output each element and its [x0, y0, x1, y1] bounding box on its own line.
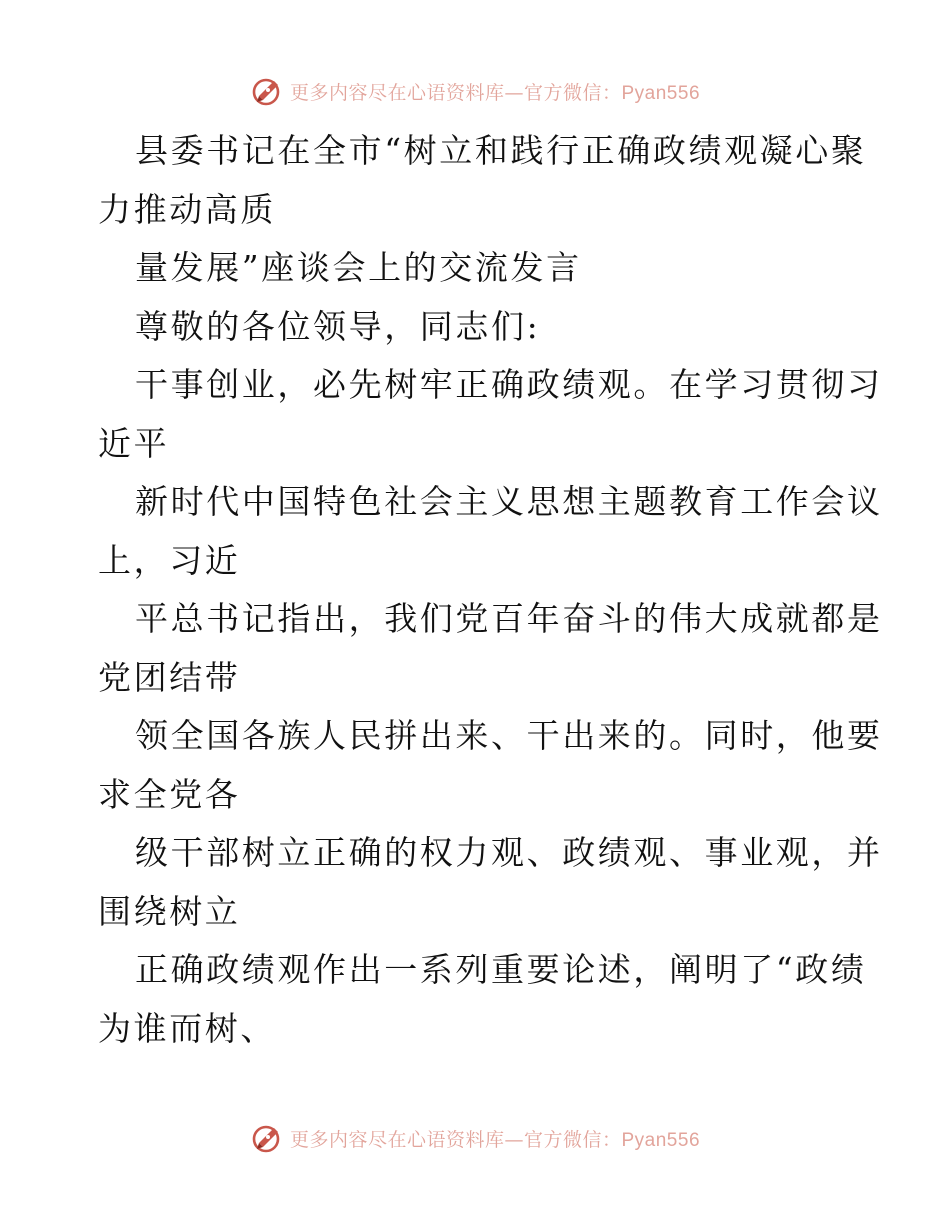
- watermark-wechat-id: Pyan556: [621, 1129, 701, 1151]
- watermark-label: 更多内容尽在心语资料库—官方微信：: [289, 1128, 622, 1151]
- text-line: 级干部树立正确的权力观、政绩观、事业观，并: [135, 833, 883, 872]
- text-line: 新时代中国特色社会主义思想主题教育工作会议: [135, 482, 883, 521]
- text-line: 尊敬的各位领导，同志们:: [135, 306, 541, 346]
- text-line: 平总书记指出，我们党百年奋斗的伟大成就都是: [135, 599, 883, 638]
- document-body: [98, 122, 883, 1058]
- text-line: 领全国各族人民拼出来、干出来的。同时，他要: [135, 716, 883, 755]
- watermark-text: [290, 1125, 700, 1152]
- text-line: 正确政绩观作出一系列重要论述，阐明了“政绩: [135, 950, 867, 989]
- pen-nib-circle-icon: [250, 1121, 284, 1155]
- text-line: 近平: [98, 423, 170, 463]
- watermark-wechat-id: Pyan556: [621, 82, 701, 104]
- watermark-label: 更多内容尽在心语资料库—官方微信：: [289, 81, 622, 104]
- text-line: 上，习近: [98, 540, 241, 580]
- text-line: 干事创业，必先树牢正确政绩观。在学习贯彻习: [135, 365, 883, 404]
- watermark-text: [290, 78, 700, 105]
- text-line: 县委书记在全市“树立和践行正确政绩观凝心聚: [135, 131, 867, 170]
- text-line: 围绕树立: [98, 891, 241, 931]
- pen-nib-circle-icon: [250, 74, 284, 108]
- text-line: 为谁而树、: [98, 1008, 276, 1048]
- header-watermark: [0, 71, 950, 111]
- text-line: 量发展”座谈会上的交流发言: [135, 248, 582, 287]
- text-line: 力推动高质: [98, 189, 276, 229]
- text-line: 求全党各: [98, 774, 241, 814]
- text-line: 党团结带: [98, 657, 241, 697]
- footer-watermark: [0, 1118, 950, 1158]
